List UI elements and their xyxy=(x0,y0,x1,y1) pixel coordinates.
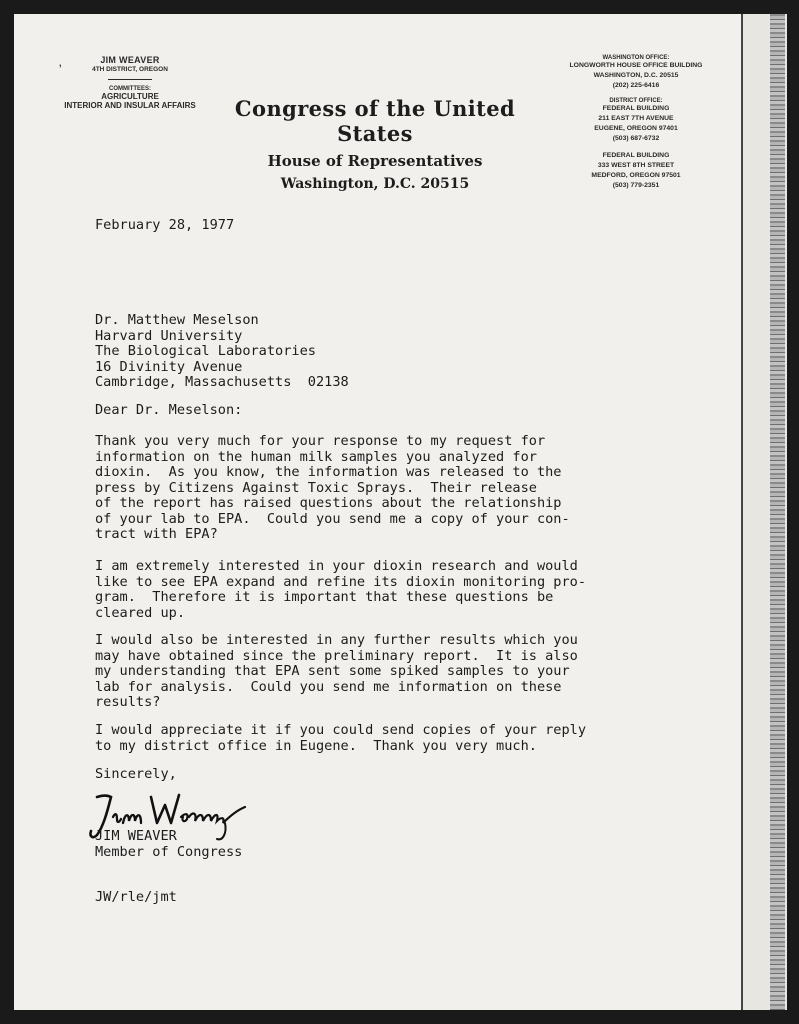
reference-initials: JW/rle/jmt xyxy=(95,889,177,905)
district-office-label: DISTRICT OFFICE: xyxy=(609,98,663,104)
paragraph-line: of your lab to EPA. Could you send me a copy of your con- xyxy=(95,510,570,527)
letterhead-rule xyxy=(108,79,152,80)
letterhead-right xyxy=(556,55,716,191)
congress-title: Congress of the United States xyxy=(234,96,516,146)
washington-line: WASHINGTON, D.C. 20515 xyxy=(593,72,679,79)
address-line: The Biological Laboratories xyxy=(95,343,316,359)
paragraph-line: may have obtained since the preliminary report. It is also xyxy=(95,647,578,664)
letterhead-left xyxy=(45,55,215,110)
paragraph-line: I would appreciate it if you could send copies of your reply xyxy=(95,722,587,738)
tick-mark: , xyxy=(59,58,62,68)
paragraph-line: information on the human milk samples you analyzed for xyxy=(95,448,537,465)
paragraph-line: like to see EPA expand and refine its dioxin monitoring pro- xyxy=(95,573,587,590)
address-line: Dr. Matthew Meselson xyxy=(95,312,259,328)
paragraph-line: results? xyxy=(95,694,161,710)
address-line: 16 Divinity Avenue xyxy=(95,358,243,375)
letter-date: February 28, 1977 xyxy=(95,217,235,233)
paragraph-2 xyxy=(95,559,586,621)
paragraph-line: dioxin. As you know, the information was released to the xyxy=(95,464,562,480)
paragraph-line: Thank you very much for your response to my request for xyxy=(95,433,546,449)
district-label: 4TH DISTRICT, OREGON xyxy=(92,66,168,73)
paragraph-line: lab for analysis. Could you send me information on these xyxy=(95,678,562,695)
paragraph-line: gram. Therefore it is important that these questions be xyxy=(95,589,554,605)
medford-line: FEDERAL BUILDING xyxy=(602,152,670,159)
recipient-address xyxy=(95,313,349,391)
paragraph-4 xyxy=(95,723,586,754)
closing: Sincerely, xyxy=(95,766,177,782)
washington-line: (202) 225-6416 xyxy=(612,82,660,89)
salutation: Dear Dr. Meselson: xyxy=(95,402,243,418)
letterhead-center xyxy=(220,96,530,192)
committee-agriculture: AGRICULTURE xyxy=(101,92,159,101)
signer-name: JIM WEAVER xyxy=(95,828,177,844)
paragraph-line: of the report has raised questions about the relationship xyxy=(95,495,562,511)
paragraph-line: cleared up. xyxy=(95,604,186,621)
medford-line: 333 WEST 8TH STREET xyxy=(597,162,675,169)
medford-line: (503) 779-2351 xyxy=(612,182,660,189)
medford-line: MEDFORD, OREGON 97501 xyxy=(591,172,681,179)
signer-title: Member of Congress xyxy=(95,844,243,860)
paragraph-3 xyxy=(95,633,578,711)
house-title: House of Representatives xyxy=(267,152,483,170)
committee-interior: INTERIOR AND INSULAR AFFAIRS xyxy=(64,101,196,110)
eugene-line: EUGENE, OREGON 97401 xyxy=(594,125,678,132)
committees-label: COMMITTEES: xyxy=(109,86,151,92)
address-line: Harvard University xyxy=(95,327,243,344)
eugene-line: 211 EAST 7TH AVENUE xyxy=(598,115,674,122)
page-edge-grain xyxy=(770,14,785,1010)
washington-office-label: WASHINGTON OFFICE: xyxy=(602,55,670,61)
paragraph-1 xyxy=(95,434,570,543)
paragraph-line: press by Citizens Against Toxic Sprays. Their release xyxy=(95,479,537,496)
paragraph-line: to my district office in Eugene. Thank you very much. xyxy=(95,737,537,754)
washington-line: LONGWORTH HOUSE OFFICE BUILDING xyxy=(569,62,703,69)
paragraph-line: I am extremely interested in your dioxin research and would xyxy=(95,558,578,574)
address-line: Cambridge, Massachusetts 02138 xyxy=(95,374,349,390)
eugene-line: FEDERAL BUILDING xyxy=(602,105,670,112)
paragraph-line: I would also be interested in any further results which you xyxy=(95,632,578,648)
paragraph-line: my understanding that EPA sent some spiked samples to your xyxy=(95,663,570,679)
washington-address: Washington, D.C. 20515 xyxy=(280,176,470,192)
paragraph-line: tract with EPA? xyxy=(95,526,218,542)
representative-name: JIM WEAVER xyxy=(100,55,160,65)
eugene-line: (503) 687-6732 xyxy=(612,135,660,142)
